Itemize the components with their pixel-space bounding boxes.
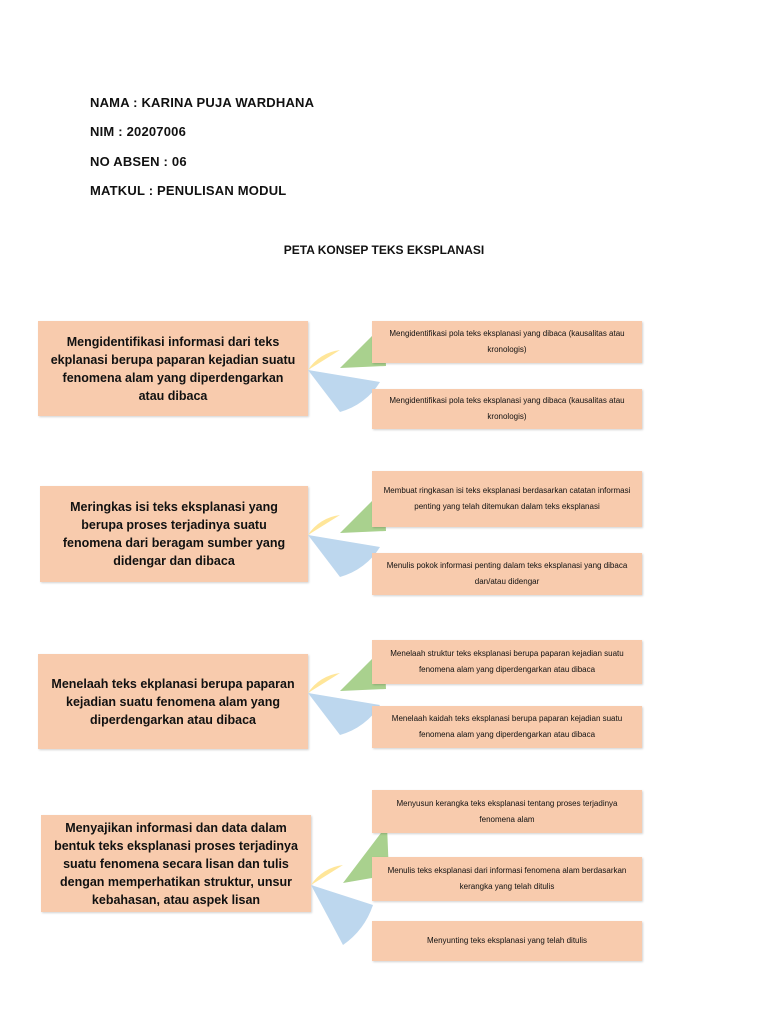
page-title: PETA KONSEP TEKS EKSPLANASI (283, 243, 485, 257)
sub-concept-text: Menelaah struktur teks eksplanasi berupa paparan kejadian suatu fenomena alam yang diperdengarkan atau dibaca (390, 649, 624, 674)
sub-concept-box-4-1 (372, 790, 642, 833)
sub-concept-box-4-2 (372, 857, 642, 901)
student-name: NAMA : KARINA PUJA WARDHANA (90, 95, 315, 110)
sub-concept-text: Menyusun kerangka teks eksplanasi tentang proses terjadinya fenomena alam (396, 798, 618, 824)
course-name: MATKUL : PENULISAN MODUL (90, 183, 287, 198)
main-concept-text-4: Menyajikan informasi dan data dalam bentuk teks eksplanasi proses terjadinya suatu fenomena secara lisan dan tulis dengan memperhatikan struktur, unsur kebahasan, atau aspek lisan (54, 820, 298, 907)
fan-blue-wedge (308, 535, 380, 577)
sub-concept-text: Menulis teks eksplanasi dari informasi fenomena alam berdasarkan kerangka yang telah ditulis (387, 866, 627, 891)
sub-concept-text: Mengidentifikasi pola teks eksplanasi yang dibaca (kausalitas atau kronologis) (389, 396, 625, 421)
fan-blue-wedge (311, 885, 373, 945)
sub-concept-box-3-2 (372, 706, 642, 748)
main-concept-box-1 (38, 321, 308, 416)
sub-concept-text: Menyunting teks eksplanasi yang telah ditulis (426, 936, 588, 945)
sub-concept-box-1-2 (372, 389, 642, 429)
main-concept-box-3 (38, 654, 308, 749)
sub-concept-text: Membuat ringkasan isi teks eksplanasi berdasarkan catatan informasi penting yang telah ditemukan dalam teks eksplanasi (383, 486, 631, 511)
fan-blue-wedge (308, 693, 380, 735)
sub-concept-box-2-2 (372, 553, 642, 595)
sub-concept-box-3-1 (372, 640, 642, 684)
sub-concept-box-1-1 (372, 321, 642, 363)
main-concept-box-2 (40, 486, 308, 582)
fan-blue-wedge (308, 370, 380, 412)
fan-yellow-wedge (308, 515, 340, 535)
fan-yellow-wedge (311, 865, 343, 885)
sub-concept-box-4-3 (372, 921, 642, 961)
main-concept-text-1: Mengidentifikasi informasi dari teks ekplanasi berupa paparan kejadian suatu fenomena alam yang diperdengarkan atau dibaca (50, 334, 296, 403)
absence-number: NO ABSEN : 06 (90, 154, 187, 169)
sub-concept-text: Menelaah kaidah teks eksplanasi berupa paparan kejadian suatu fenomena alam yang diperdengarkan atau dibaca (391, 714, 623, 739)
main-concept-text-2: Meringkas isi teks eksplanasi yang berupa proses terjadinya suatu fenomena dari beragam sumber yang didengar dan dibaca (62, 500, 286, 568)
main-concept-box-4 (41, 815, 311, 912)
sub-concept-text: Menulis pokok informasi penting dalam teks eksplanasi yang dibaca dan/atau didengar (386, 561, 628, 586)
fan-yellow-wedge (308, 673, 340, 693)
sub-concept-box-2-1 (372, 471, 642, 527)
sub-concept-text: Mengidentifikasi pola teks eksplanasi yang dibaca (kausalitas atau kronologis) (389, 329, 625, 354)
main-concept-text-3: Menelaah teks ekplanasi berupa paparan kejadian suatu fenomena alam yang diperdengarkan atau dibaca (51, 676, 295, 727)
fan-yellow-wedge (308, 350, 340, 370)
student-nim: NIM : 20207006 (90, 124, 187, 139)
